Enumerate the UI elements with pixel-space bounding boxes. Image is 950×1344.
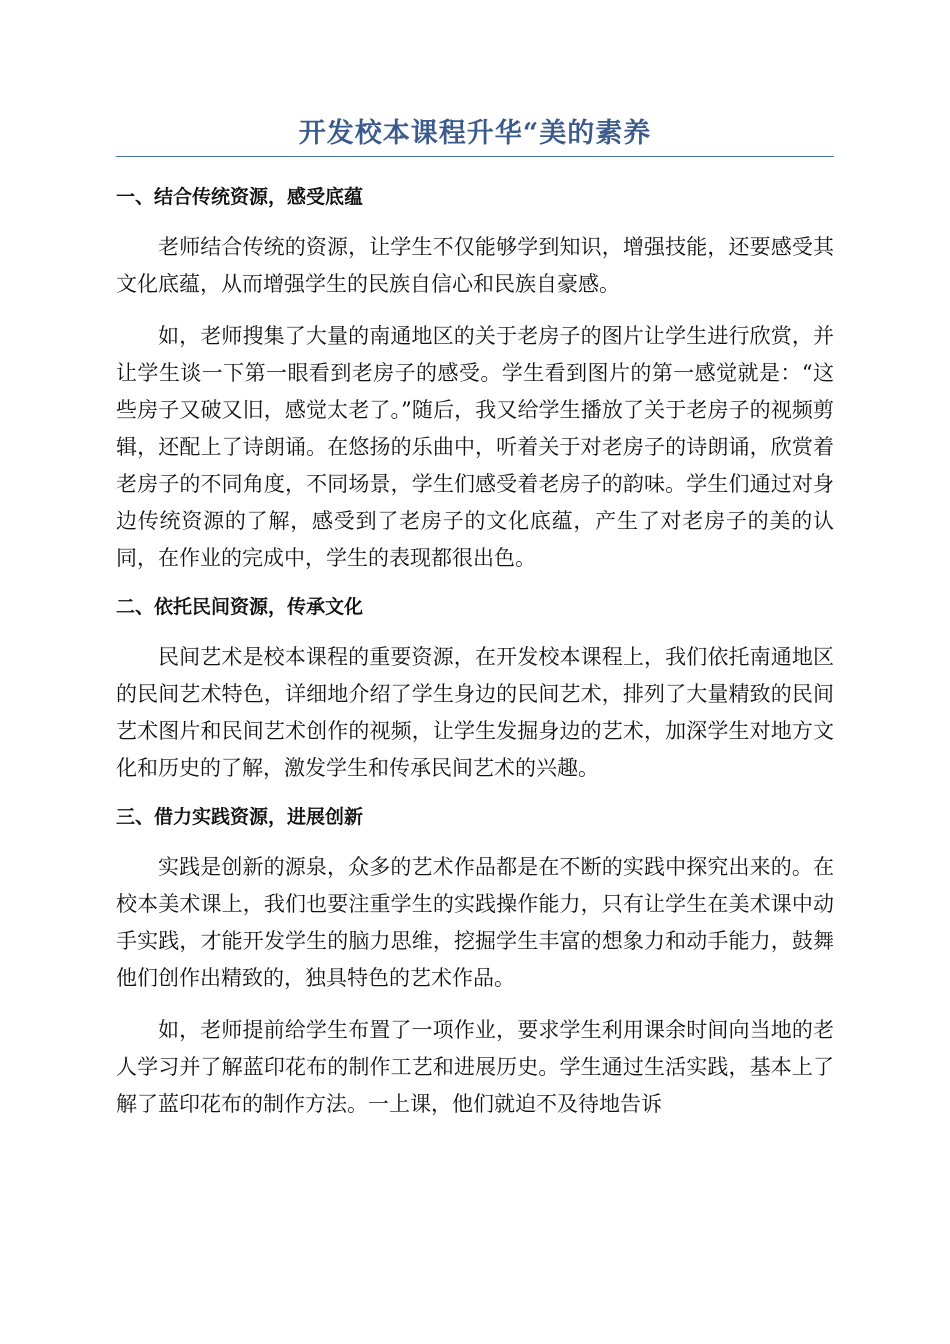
document-title: 开发校本课程升华“美的素养 (298, 118, 652, 149)
paragraph-1: 老师结合传统的资源，让学生不仅能够学到知识，增强技能，还要感受其文化底蕴，从而增强学生的民族自信心和民族自豪感。 (116, 235, 834, 296)
paragraph-4: 实践是创新的源泉，众多的艺术作品都是在不断的实践中探究出来的。在校本美术课上，我们也要注重学生的实践操作能力，只有让学生在美术课中动手实践，才能开发学生的脑力思维，挖掘学生丰富的想象力和动手能力，鼓舞他们创作出精致的，独具特色的艺术作品。 (116, 855, 834, 990)
section-heading-3: 三、借力实践资源，进展创新 (116, 806, 364, 828)
paragraph-2: 如，老师搜集了大量的南通地区的关于老房子的图片让学生进行欣赏，并让学生谈一下第一眼看到老房子的感受。学生看到图片的第一感觉就是：“这些房子又破又旧，感觉太老了。”随后，我又给学生播放了关于老房子的视频剪辑，还配上了诗朗诵。在悠扬的乐曲中，听着关于对老房子的诗朗诵，欣赏着老房子的不同角度，不同场景，学生们感受着老房子的韵味。学生们通过对身边传统资源的了解，感受到了老房子的文化底蕴，产生了对老房子的美的认同，在作业的完成中，学生的表现都很出色。 (116, 324, 834, 570)
paragraph-3: 民间艺术是校本课程的重要资源，在开发校本课程上，我们依托南通地区的民间艺术特色，详细地介绍了学生身边的民间艺术，排列了大量精致的民间艺术图片和民间艺术创作的视频，让学生发掘身边的艺术，加深学生对地方文化和历史的了解，激发学生和传承民间艺术的兴趣。 (116, 645, 834, 780)
section-heading-1: 一、结合传统资源，感受底蕴 (116, 186, 364, 208)
paragraph-5: 如，老师提前给学生布置了一项作业，要求学生利用课余时间向当地的老人学习并了解蓝印花布的制作工艺和进展历史。学生通过生活实践，基本上了解了蓝印花布的制作方法。一上课，他们就迫不及待地告诉 (116, 1018, 834, 1116)
section-heading-2: 二、依托民间资源，传承文化 (116, 596, 364, 618)
document-page (116, 0, 834, 1123)
title-underline (116, 156, 834, 157)
